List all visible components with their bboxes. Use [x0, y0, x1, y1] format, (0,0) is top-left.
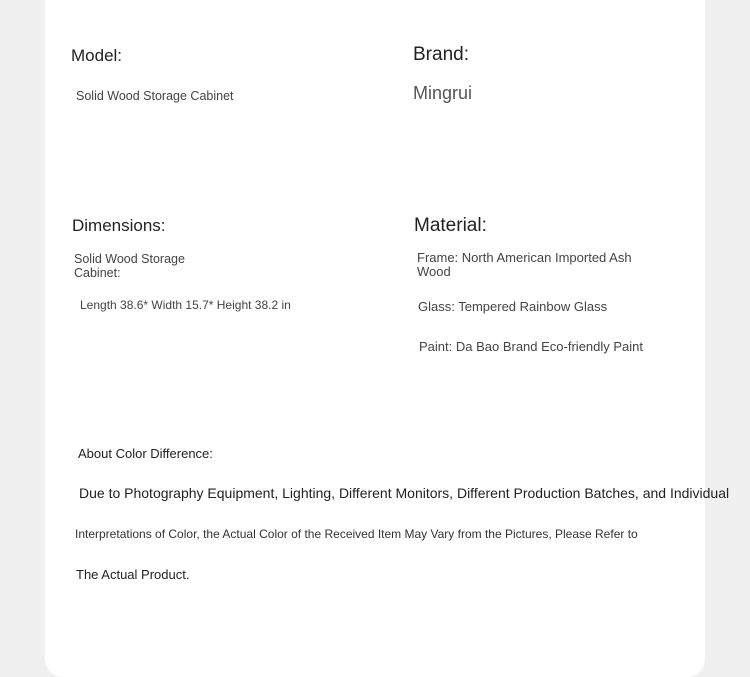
- material-frame: Frame: North American Imported Ash Wood: [417, 250, 632, 279]
- color-note-line-3: The Actual Product.: [76, 567, 190, 582]
- color-note-line-1: Due to Photography Equipment, Lighting, Different Monitors, Different Production Batches, and Individual: [79, 485, 730, 501]
- model-value: Solid Wood Storage Cabinet: [76, 89, 234, 103]
- color-note-line-2: Interpretations of Color, the Actual Color of the Received Item May Vary from the Pictures, Please Refer to: [75, 527, 638, 541]
- color-note-heading: About Color Difference:: [78, 446, 213, 461]
- model-label: Model:: [71, 46, 123, 65]
- material-glass: Glass: Tempered Rainbow Glass: [418, 299, 608, 314]
- brand-label: Brand:: [413, 44, 469, 65]
- brand-value: Mingrui: [413, 83, 473, 103]
- material-paint: Paint: Da Bao Brand Eco-friendly Paint: [419, 339, 644, 354]
- material-label: Material:: [414, 215, 487, 236]
- dimensions-label: Dimensions:: [72, 216, 166, 235]
- dimensions-value: Length 38.6* Width 15.7* Height 38.2 in: [80, 298, 291, 312]
- dimensions-subject: Solid Wood Storage Cabinet:: [74, 252, 185, 280]
